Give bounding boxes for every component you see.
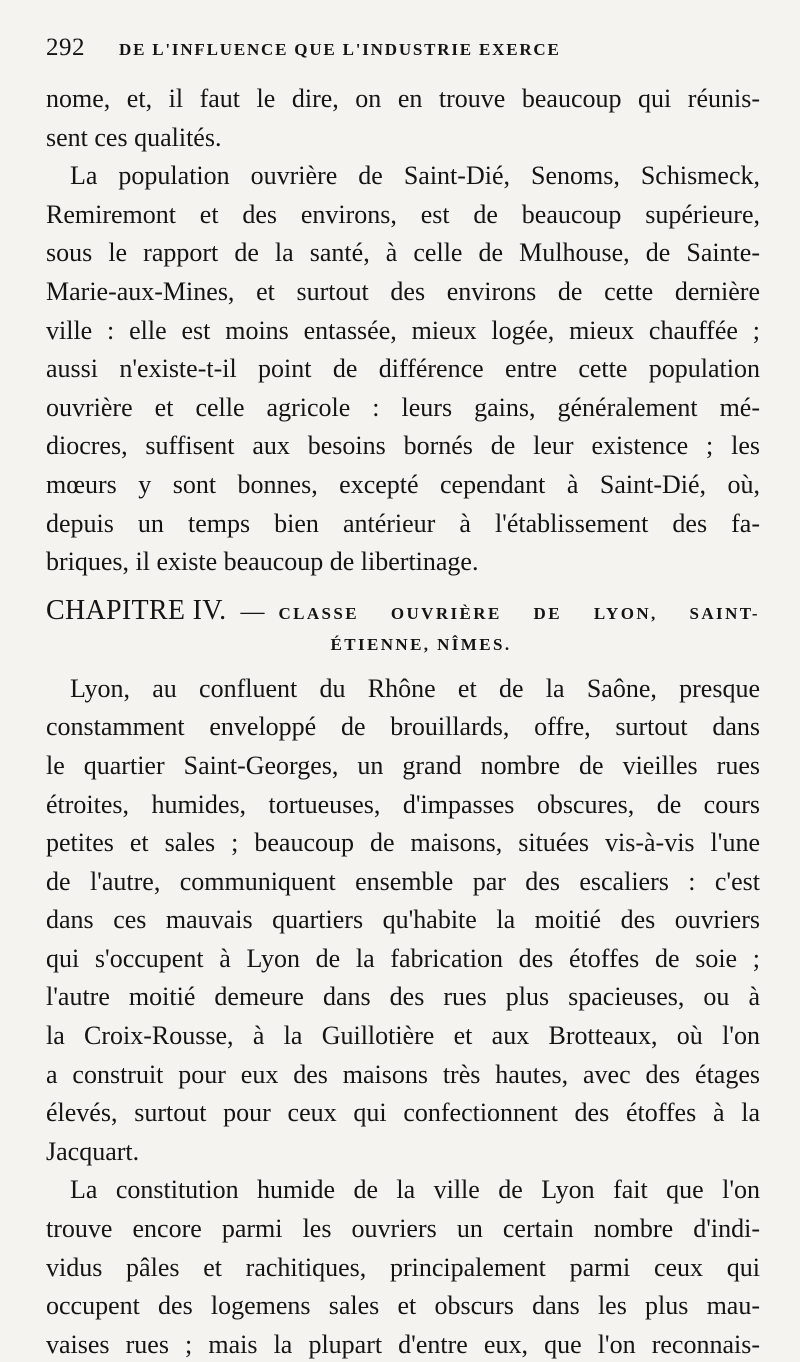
text-line: La constitution humide de la ville de Lyon fait que l'on — [70, 1175, 760, 1205]
text-line: briques, il existe beaucoup de libertinage. — [46, 547, 479, 577]
text-line: Jacquart. — [46, 1136, 140, 1166]
text-line: petites et sales ; beaucoup de maisons, situées vis-à-vis l'une — [46, 828, 760, 858]
text-line: dans ces mauvais quartiers qu'habite la moitié des ouvriers — [46, 905, 760, 935]
text-line: étroites, humides, tortueuses, d'impasses obscures, de cours — [46, 789, 760, 819]
text-line: trouve encore parmi les ouvriers un certain nombre d'indi- — [46, 1214, 760, 1244]
text-line: élevés, surtout pour ceux qui confectionnent des étoffes à la — [46, 1098, 760, 1128]
text-line: occupent des logemens sales et obscurs dans les plus mau- — [46, 1291, 760, 1321]
text-line: mœurs y sont bonnes, excepté cependant à Saint-Dié, où, — [46, 469, 760, 499]
paragraph-2 — [46, 157, 760, 582]
text-line: l'autre moitié demeure dans des rues plus spacieuses, ou à — [46, 982, 760, 1012]
text-line: sous le rapport de la santé, à celle de Mulhouse, de Sainte- — [46, 238, 760, 268]
chapter-subtitle-continued: ÉTIENNE, NÎMES. — [330, 634, 512, 654]
text-line: Remiremont et des environs, est de beaucoup supérieure, — [46, 199, 760, 229]
running-header — [46, 34, 760, 76]
running-title: DE L'INFLUENCE QUE L'INDUSTRIE EXERCE — [119, 40, 561, 59]
text-line: vidus pâles et rachitiques, principalement parmi ceux qui — [46, 1252, 760, 1282]
text-line: Marie-aux-Mines, et surtout des environs de cette dernière — [46, 276, 760, 306]
text-line: diocres, suffisent aux besoins bornés de leur existence ; les — [46, 431, 760, 461]
chapter-heading — [46, 592, 760, 666]
paragraph-1 — [46, 80, 760, 157]
text-line: nome, et, il faut le dire, on en trouve beaucoup qui réunis- — [46, 84, 760, 113]
text-line: a construit pour eux des maisons très hautes, avec des étages — [46, 1059, 760, 1089]
text-line: de l'autre, communiquent ensemble par des escaliers : c'est — [46, 866, 760, 896]
text-line: ville : elle est moins entassée, mieux logée, mieux chauffée ; — [46, 315, 760, 345]
text-line: qui s'occupent à Lyon de la fabrication des étoffes de soie ; — [46, 943, 760, 973]
text-line: vaises rues ; mais la plupart d'entre eux, que l'on reconnais- — [46, 1329, 760, 1359]
chapter-label: CHAPITRE IV. — [46, 594, 227, 626]
text-line: le quartier Saint-Georges, un grand nombre de vieilles rues — [46, 750, 760, 780]
paragraph-3 — [46, 670, 760, 1172]
text-line: la Croix-Rousse, à la Guillotière et aux Brotteaux, où l'on — [46, 1021, 760, 1051]
chapter-heading-line-1 — [46, 592, 760, 630]
text-line: ouvrière et celle agricole : leurs gains, généralement mé- — [46, 392, 760, 422]
page-number: 292 — [46, 34, 85, 61]
text-line: constamment enveloppé de brouillards, offre, surtout dans — [46, 712, 760, 742]
paragraph-4 — [46, 1171, 760, 1362]
text-line: Lyon, au confluent du Rhône et de la Saône, presque — [70, 673, 760, 703]
text-line: aussi n'existe-t-il point de différence entre cette population — [46, 354, 760, 384]
chapter-dash: — — [240, 598, 265, 625]
text-line: La population ouvrière de Saint-Dié, Senoms, Schismeck, — [70, 161, 760, 191]
chapter-subtitle: CLASSE OUVRIÈRE DE LYON, SAINT- — [278, 603, 760, 623]
text-line: depuis un temps bien antérieur à l'établissement des fa- — [46, 508, 760, 538]
text-line: sent ces qualités. — [46, 122, 222, 152]
